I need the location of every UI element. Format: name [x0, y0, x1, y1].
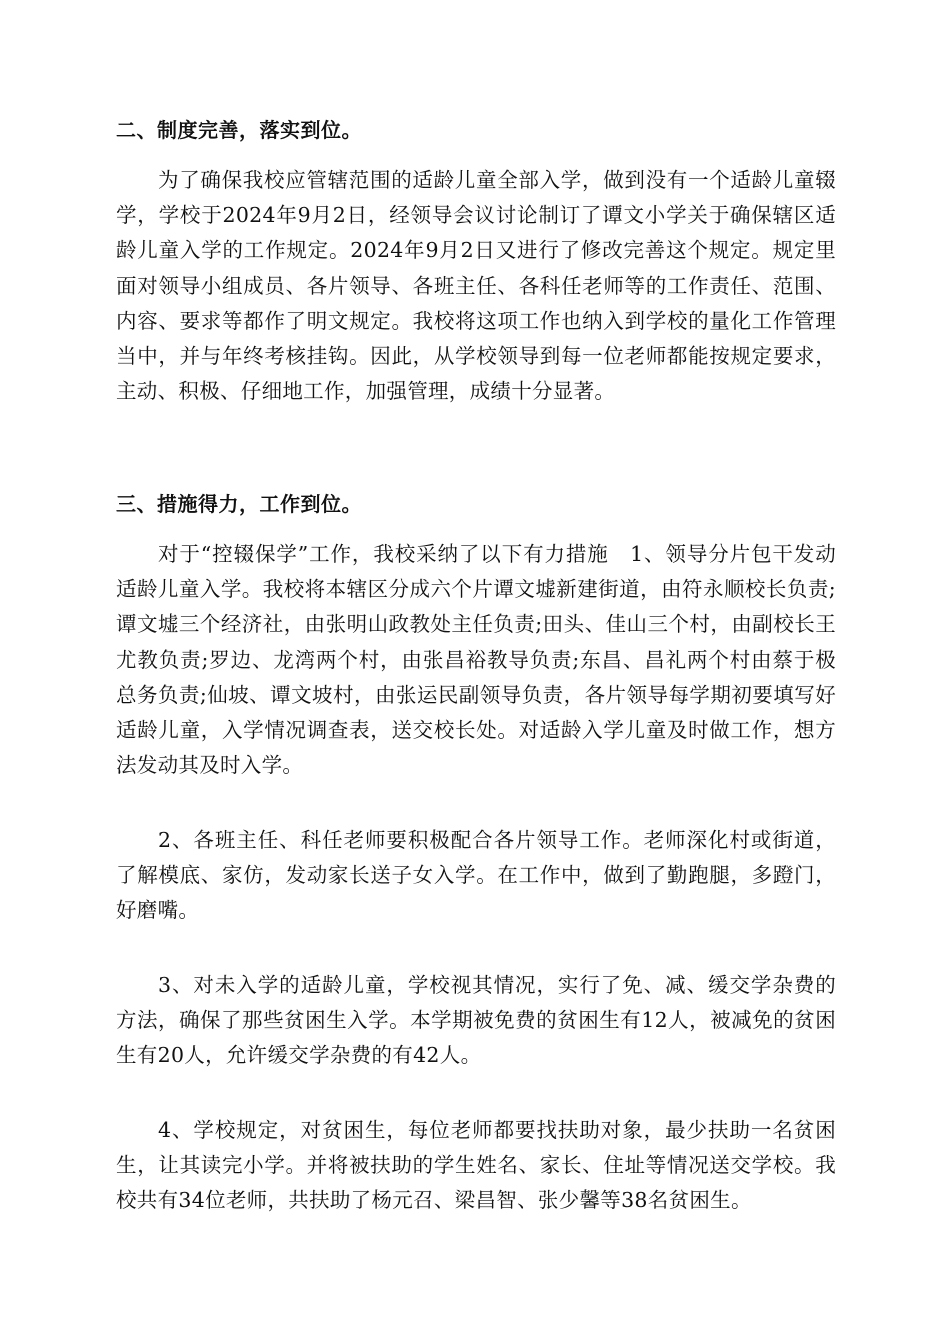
- section-3-paragraph-2: 2、各班主任、科任老师要积极配合各片领导工作。老师深化村或街道，了解模底、家仿，发动家长送子女入学。在工作中，做到了勤跑腿，多蹬门，好磨嘴。: [116, 828, 836, 923]
- section-2-paragraph: 为了确保我校应管辖范围的适龄儿童全部入学，做到没有一个适龄儿童辍学，学校于2024年9月2日，经领导会议讨论制订了谭文小学关于确保辖区适龄儿童入学的工作规定。2024年9月2日又进行了修改完善这个规定。规定里面对领导小组成员、各片领导、各班主任、各科任老师等的工作责任、范围、内容、要求等都作了明文规定。我校将这项工作也纳入到学校的量化工作管理当中，并与年终考核挂钩。因此，从学校领导到每一位老师都能按规定要求，主动、积极、仔细地工作，加强管理，成绩十分显著。: [116, 168, 836, 404]
- section-2-heading: 二、制度完善，落实到位。: [116, 118, 362, 142]
- section-3-heading: 三、措施得力，工作到位。: [116, 492, 362, 516]
- section-3-paragraph-3: 3、对未入学的适龄儿童，学校视其情况，实行了免、减、缓交学杂费的方法，确保了那些贫困生入学。本学期被免费的贫困生有12人，被减免的贫困生有20人，允许缓交学杂费的有42人。: [116, 973, 836, 1068]
- section-3-paragraph-1: 对于“控辍保学”工作，我校采纳了以下有力措施 1、领导分片包干发动适龄儿童入学。我校将本辖区分成六个片谭文墟新建街道，由符永顺校长负责;谭文墟三个经济社，由张明山政教处主任负责;田头、佳山三个村，由副校长王尤教负责;罗边、龙湾两个村，由张昌裕教导负责;东昌、昌礼两个村由蔡于极总务负责;仙坡、谭文坡村，由张运民副领导负责，各片领导每学期初要填写好适龄儿童，入学情况调查表，送交校长处。对适龄入学儿童及时做工作，想方法发动其及时入学。: [116, 542, 836, 778]
- section-3-paragraph-4: 4、学校规定，对贫困生，每位老师都要找扶助对象，最少扶助一名贫困生，让其读完小学。并将被扶助的学生姓名、家长、住址等情况送交学校。我校共有34位老师，共扶助了杨元召、梁昌智、张少馨等38名贫困生。: [116, 1118, 836, 1213]
